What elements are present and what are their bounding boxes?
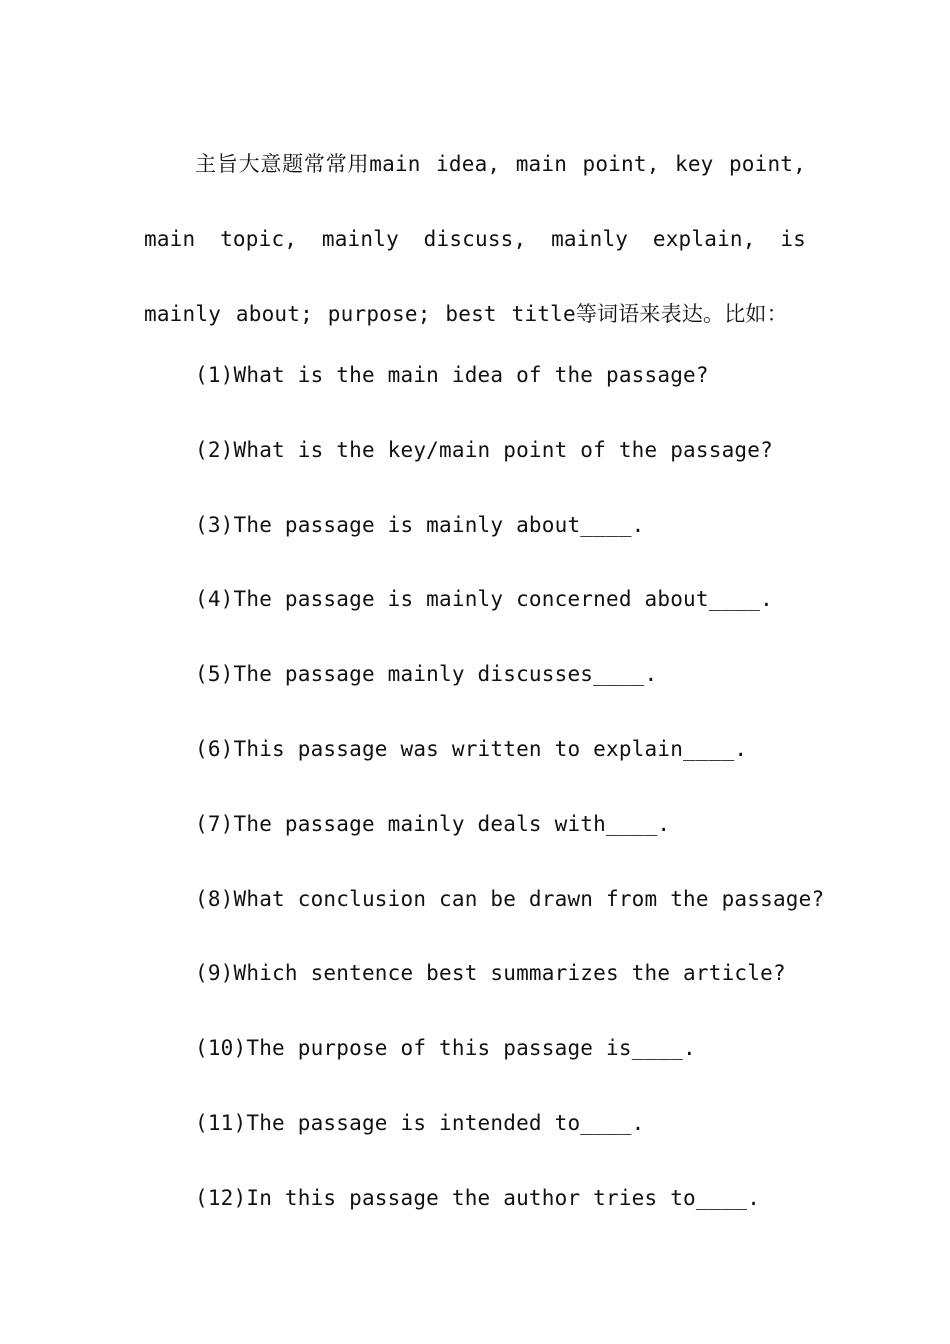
question-item: (7)The passage mainly deals with____. bbox=[195, 811, 671, 836]
question-item: (5)The passage mainly discusses____. bbox=[195, 662, 658, 687]
question-item: (9)Which sentence best summarizes the article? bbox=[195, 961, 786, 986]
question-item: (3)The passage is mainly about____. bbox=[195, 512, 645, 537]
question-item: (10)The purpose of this passage is____. bbox=[195, 1036, 696, 1061]
question-item: (6)This passage was written to explain____. bbox=[195, 736, 748, 761]
question-item: (12)In this passage the author tries to____. bbox=[195, 1185, 761, 1210]
question-item: (1)What is the main idea of the passage? bbox=[195, 363, 709, 387]
question-list bbox=[195, 350, 824, 1248]
question-item: (2)What is the key/main point of the passage? bbox=[195, 437, 773, 462]
question-item: (11)The passage is intended to____. bbox=[195, 1110, 645, 1135]
question-item: (4)The passage is mainly concerned about____. bbox=[195, 587, 773, 612]
intro-paragraph: 主旨大意题常常用main idea, main point, key point, main topic, mainly discuss, mainly explain, is mainly about; purpose; best title等词语来表达。比如： bbox=[144, 152, 806, 326]
question-item: (8)What conclusion can be drawn from the passage? bbox=[195, 886, 825, 911]
